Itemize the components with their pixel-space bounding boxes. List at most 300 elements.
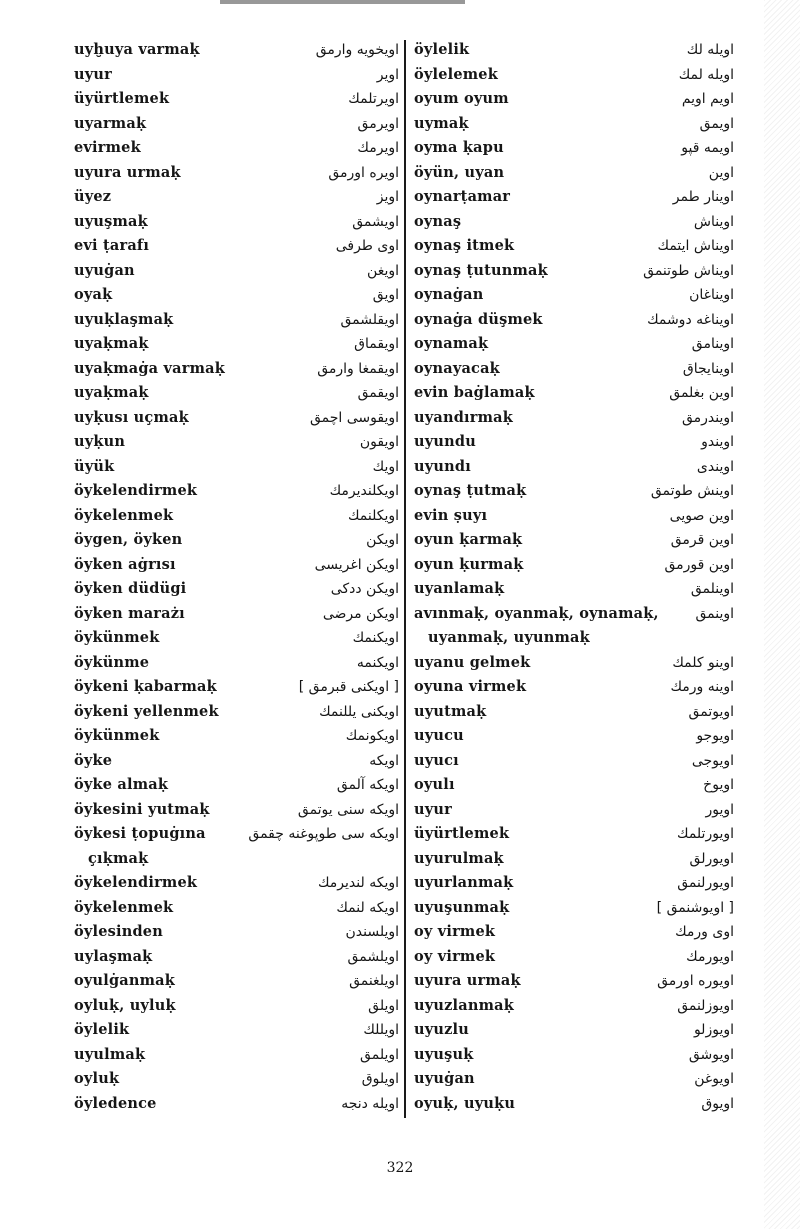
dictionary-entry (74, 871, 399, 896)
entry-ottoman-script: اويورمك (686, 948, 734, 965)
entry-ottoman-script: اويلق (368, 997, 399, 1014)
entry-latin-text: öykünmek (74, 629, 160, 646)
entry-ottoman-script: اويمه قپو (681, 140, 734, 156)
entry-latin (74, 1067, 399, 1092)
entry-latin (414, 161, 734, 186)
entry-ottoman-script: اويكه آلمق (336, 777, 399, 793)
entry-ottoman-script: اويكن مرضى (322, 605, 399, 622)
entry-latin-text: öyken aġrısı (74, 555, 176, 573)
entry-ottoman-script: اويلغنمق (349, 973, 399, 989)
entry-ottoman-script: اويلشمق (347, 948, 399, 965)
entry-ottoman-script: اويره اورمق (328, 164, 399, 181)
dictionary-entry (414, 945, 734, 970)
left-column (74, 38, 399, 1116)
entry-latin-text: üyük (74, 457, 115, 475)
entry-latin-text: öykünme (74, 653, 150, 671)
entry-ottoman-script: اويشمق (352, 213, 399, 230)
entry-latin (414, 112, 734, 137)
dictionary-entry (74, 430, 399, 455)
dictionary-entry (74, 479, 399, 504)
entry-latin (414, 847, 734, 872)
dictionary-entry (74, 675, 399, 700)
entry-latin-text: öylelik (74, 1021, 130, 1038)
entry-latin (414, 210, 734, 235)
entry-ottoman-script: اويوخ (703, 777, 734, 793)
entry-ottoman-script: اويوغن (694, 1071, 734, 1087)
entry-latin-text: uyutmaḳ (414, 702, 487, 720)
entry-latin-continuation: uyanmaḳ, uyunmaḳ (428, 629, 590, 646)
dictionary-entry (414, 871, 734, 896)
dictionary-entry (414, 112, 734, 137)
entry-ottoman-script: اوينار طمر (672, 189, 734, 205)
entry-latin-text: oynaş itmek (414, 237, 515, 254)
entry-latin-text: evin ṣuyı (414, 506, 488, 524)
entry-ottoman-script: اويورلق (689, 850, 734, 867)
entry-ottoman-script: اويكنى يللنمك (319, 703, 399, 720)
entry-ottoman-script: اويوتمق (688, 703, 734, 720)
entry-latin (74, 332, 399, 357)
dictionary-entry (74, 210, 399, 235)
entry-latin (74, 210, 399, 235)
dictionary-entry (74, 749, 399, 774)
entry-ottoman-script: اويز (376, 189, 399, 205)
dictionary-entry (74, 63, 399, 88)
entry-ottoman-script: اويندرمق (681, 409, 734, 426)
dictionary-entry (414, 675, 734, 700)
dictionary-entry (414, 259, 734, 284)
dictionary-entry (74, 332, 399, 357)
dictionary-entry (414, 1043, 734, 1068)
entry-latin (74, 430, 399, 455)
entry-ottoman-script: اويللك (363, 1022, 399, 1038)
entry-ottoman-script: اوين قرمق (670, 532, 734, 548)
entry-ottoman-script: اويقلشمق (340, 311, 399, 328)
entry-ottoman-script: اويقمق (357, 385, 399, 401)
dictionary-entry (414, 553, 734, 578)
entry-latin-text: uyuşunmaḳ (414, 898, 510, 916)
dictionary-entry (74, 136, 399, 161)
page-number: 322 (386, 1160, 414, 1176)
entry-latin-text: uyaḳmaḳ (74, 335, 149, 352)
page-edge-shadow (764, 0, 800, 1229)
entry-latin (414, 724, 734, 749)
dictionary-entry (74, 602, 399, 627)
entry-latin-text: uyanlamaḳ (414, 580, 505, 597)
entry-ottoman-script: اويرتلمك (348, 91, 399, 107)
dictionary-entry (414, 994, 734, 1019)
entry-ottoman-script: [ اويوشنمق ] (656, 899, 734, 916)
dictionary-entry (414, 136, 734, 161)
entry-latin-text: oynayacaḳ (414, 359, 500, 377)
entry-latin-text: üyürtlemek (74, 90, 170, 107)
dictionary-entry (414, 308, 734, 333)
dictionary-entry (414, 798, 734, 823)
dictionary-entry (74, 1018, 399, 1043)
entry-ottoman-script: اوينايجاق (682, 360, 734, 377)
entry-latin (414, 1018, 734, 1043)
entry-latin-text: oyaḳ (74, 286, 113, 303)
dictionary-entry (74, 969, 399, 994)
entry-ottoman-script: اوين صويى (669, 507, 734, 524)
entry-latin-text: öykesi ṭopuġına (74, 825, 206, 842)
dictionary-entry (414, 920, 734, 945)
entry-latin-text: uyuzlanmaḳ (414, 996, 514, 1014)
entry-ottoman-script: اويكنمه (356, 654, 399, 671)
dictionary-entry (414, 210, 734, 235)
entry-latin-text: oyuḳ, uyuḳu (414, 1094, 516, 1112)
entry-latin (74, 651, 399, 676)
dictionary-entry (414, 479, 734, 504)
entry-ottoman-script: اويغن (367, 262, 399, 279)
entry-latin-text: öylelik (414, 41, 470, 58)
dictionary-entry (74, 651, 399, 676)
entry-latin-text: öykelendirmek (74, 482, 198, 499)
dictionary-entry (414, 455, 734, 480)
dictionary-entry (74, 87, 399, 112)
entry-latin-text: öyke almaḳ (74, 776, 169, 793)
entry-latin-text: üyez (74, 188, 112, 205)
entry-latin (74, 626, 399, 651)
entry-latin (74, 455, 399, 480)
entry-latin-continuation: çıḳmaḳ (88, 849, 149, 867)
entry-ottoman-script: اويور (705, 801, 734, 818)
entry-latin-text: oynaġan (414, 286, 484, 303)
entry-latin-text: uyur (74, 65, 112, 83)
dictionary-entry (74, 920, 399, 945)
entry-ottoman-script: اويلوق (361, 1071, 399, 1087)
entry-latin-text: uyura urmaḳ (414, 972, 521, 989)
entry-ottoman-script: اوينش طوتمق (650, 483, 734, 499)
dictionary-entry (74, 1043, 399, 1068)
entry-latin-text: evirmek (74, 139, 141, 156)
entry-ottoman-script: اوين بغلمق (669, 385, 734, 401)
entry-latin-text: uyundı (414, 457, 471, 475)
entry-latin (414, 1067, 734, 1092)
entry-ottoman-script: اوينمق (695, 605, 734, 622)
entry-latin-text: uyarmaḳ (74, 114, 147, 132)
top-rule (220, 0, 465, 4)
dictionary-entry (74, 700, 399, 725)
entry-ottoman-script: اويناش ايتمك (657, 238, 734, 254)
entry-ottoman-script: اوينلمق (690, 581, 734, 597)
entry-latin-text: oynaş (414, 212, 462, 230)
entry-latin-text: öyken marażı (74, 604, 185, 622)
entry-ottoman-script: اويناش طوتنمق (643, 262, 734, 279)
entry-ottoman-script: اوينو كلمك (672, 654, 734, 671)
entry-latin-text: oyma ḳapu (414, 139, 504, 156)
entry-latin-text: öygen, öyken (74, 531, 183, 548)
entry-ottoman-script: اوين (708, 164, 734, 181)
entry-ottoman-script: اويكن (366, 532, 399, 548)
entry-ottoman-script: اويكه سى طوپوغنه چقمق (248, 826, 399, 842)
dictionary-entry (74, 234, 399, 259)
entry-latin-text: üyürtlemek (414, 825, 510, 842)
entry-latin-text: oyluḳ, uyluḳ (74, 996, 176, 1014)
entry-latin-text: öyledence (74, 1094, 157, 1112)
dictionary-entry (414, 430, 734, 455)
entry-latin-text: öykeni ḳabarmaḳ (74, 678, 217, 695)
dictionary-entry (414, 700, 734, 725)
dictionary-entry (74, 822, 399, 871)
dictionary-entry (414, 651, 734, 676)
entry-latin-text: uyuḳlaşmaḳ (74, 310, 174, 328)
entry-ottoman-script: اويله دنجه (341, 1095, 399, 1112)
dictionary-entry (414, 602, 734, 651)
dictionary-entry (414, 283, 734, 308)
entry-ottoman-script: [ اويكنى قبرمق ] (298, 679, 399, 695)
entry-latin-text: oy virmek (414, 923, 496, 940)
entry-latin-text: evin baġlamaḳ (414, 384, 535, 401)
dictionary-entry (414, 161, 734, 186)
entry-latin-text: oynarṭamar (414, 188, 511, 205)
entry-ottoman-script: اويكه سنى يوتمق (297, 801, 399, 818)
entry-ottoman-script: اويكه (369, 752, 399, 769)
entry-latin-text: uyuzlu (414, 1021, 469, 1038)
entry-latin (74, 528, 399, 553)
dictionary-entry (414, 1067, 734, 1092)
dictionary-entry (74, 38, 399, 63)
entry-latin-text: oyulġanmaḳ (74, 972, 176, 989)
dictionary-entry (414, 1018, 734, 1043)
entry-ottoman-script: اويندى (696, 458, 734, 475)
entry-latin (74, 63, 399, 88)
entry-ottoman-script: اويلسندن (345, 924, 399, 940)
dictionary-entry (74, 259, 399, 284)
entry-latin-text: uyuşuḳ (414, 1045, 474, 1063)
dictionary-entry (414, 577, 734, 602)
entry-latin (74, 749, 399, 774)
entry-latin (414, 283, 734, 308)
dictionary-entry (74, 283, 399, 308)
entry-latin-text: evi ṭarafı (74, 237, 150, 254)
entry-latin-text: uyulmaḳ (74, 1045, 146, 1063)
dictionary-entry (74, 1092, 399, 1117)
entry-ottoman-script: اويورلنمق (677, 875, 734, 891)
entry-latin-text: öykeni yellenmek (74, 702, 219, 720)
entry-ottoman-script: اويقوسى اچمق (309, 409, 399, 426)
dictionary-entry (74, 1067, 399, 1092)
entry-latin (74, 283, 399, 308)
entry-ottoman-script: اوى طرفى (335, 238, 399, 254)
dictionary-entry (414, 969, 734, 994)
entry-ottoman-script: اويرمق (357, 115, 399, 132)
entry-latin-text: öykünmek (74, 727, 160, 744)
entry-latin-text: oyulı (414, 776, 455, 793)
dictionary-entry (74, 504, 399, 529)
entry-latin (74, 136, 399, 161)
entry-latin-text: oyuna virmek (414, 678, 527, 695)
entry-latin (414, 430, 734, 455)
entry-ottoman-script: اويلمق (360, 1046, 399, 1063)
dictionary-entry (414, 357, 734, 382)
entry-latin (414, 749, 734, 774)
dictionary-entry (414, 234, 734, 259)
entry-latin (414, 1043, 734, 1068)
entry-latin-text: öylelemek (414, 65, 498, 83)
dictionary-entry (414, 381, 734, 406)
entry-latin-text: uylaşmaḳ (74, 947, 153, 965)
entry-ottoman-script: اوينامق (691, 336, 734, 352)
dictionary-entry (414, 847, 734, 872)
entry-ottoman-script: اويمق (699, 115, 734, 132)
dictionary-entry (414, 38, 734, 63)
entry-latin-text: uyanu gelmek (414, 653, 531, 671)
entry-ottoman-script: اوى ورمك (675, 924, 734, 940)
entry-latin-text: oyum oyum (414, 90, 509, 107)
entry-ottoman-script: اويقون (359, 434, 399, 450)
entry-latin-text: uyucu (414, 727, 464, 744)
entry-ottoman-script: اويوشق (688, 1046, 734, 1063)
entry-latin-text: uyurlanmaḳ (414, 874, 514, 891)
entry-ottoman-script: اويم اويم (681, 91, 734, 107)
entry-latin (74, 185, 399, 210)
entry-ottoman-script: اويكنمك (352, 630, 399, 646)
dictionary-entry (74, 381, 399, 406)
dictionary-entry (414, 1092, 734, 1117)
entry-ottoman-script: اويخويه وارمق (315, 42, 399, 58)
column-divider (404, 40, 406, 1118)
entry-latin-text: uyundu (414, 433, 476, 450)
entry-ottoman-script: اويندو (701, 434, 734, 450)
dictionary-entry (74, 308, 399, 333)
entry-ottoman-script: اويكلنديرمك (329, 483, 399, 499)
entry-latin-text: uyḫuya varmaḳ (74, 41, 200, 58)
dictionary-entry (74, 357, 399, 382)
entry-latin-text: öyün, uyan (414, 163, 505, 181)
entry-ottoman-script: اويقمغا وارمق (317, 360, 399, 377)
dictionary-entry (74, 994, 399, 1019)
entry-latin (414, 455, 734, 480)
entry-latin-text: avınmaḳ, oyanmaḳ, oynamaḳ, (414, 604, 659, 622)
entry-latin-text: oynaş ṭutunmaḳ (414, 261, 548, 279)
entry-ottoman-script: اويوره اورمق (657, 973, 734, 989)
dictionary-entry (74, 528, 399, 553)
entry-ottoman-script: اويله لك (686, 42, 734, 58)
entry-latin (414, 577, 734, 602)
entry-latin-text: uyaḳmaġa varmaḳ (74, 359, 225, 377)
entry-latin (74, 381, 399, 406)
entry-ottoman-script: اوينه ورمك (670, 679, 734, 695)
entry-latin-text: uyur (414, 800, 452, 818)
dictionary-entry (74, 724, 399, 749)
entry-latin (74, 1043, 399, 1068)
entry-latin-text: öykelenmek (74, 506, 174, 524)
dictionary-entry (414, 896, 734, 921)
entry-ottoman-script: اوين قورمق (664, 556, 734, 573)
dictionary-entry (74, 945, 399, 970)
entry-latin-text: oy virmek (414, 947, 496, 965)
dictionary-entry (74, 896, 399, 921)
entry-ottoman-script: اويكه لنمك (336, 899, 399, 916)
dictionary-entry (414, 87, 734, 112)
entry-ottoman-script: اويق (372, 287, 399, 303)
dictionary-entry (74, 455, 399, 480)
entry-latin-text: uyuġan (74, 261, 135, 279)
dictionary-entry (414, 749, 734, 774)
entry-ottoman-script: اويورتلمك (677, 826, 734, 842)
entry-ottoman-script: اويوزلو (693, 1022, 734, 1038)
dictionary-entry (414, 724, 734, 749)
entry-latin-text: uyuşmaḳ (74, 212, 148, 230)
entry-latin-text: öyke (74, 751, 113, 769)
entry-latin-text: uyaḳmaḳ (74, 384, 149, 401)
entry-latin-text: uyura urmaḳ (74, 163, 181, 181)
entry-latin-text: uyḳusı uçmaḳ (74, 408, 189, 426)
entry-ottoman-script: اويناش (693, 213, 734, 230)
entry-latin (414, 602, 734, 651)
entry-latin-text: öyken düdügi (74, 580, 187, 597)
dictionary-entry (414, 63, 734, 88)
dictionary-entry (74, 798, 399, 823)
entry-ottoman-script: اويرمك (357, 140, 399, 156)
right-column (414, 38, 734, 1116)
dictionary-entry (74, 112, 399, 137)
entry-latin-text: uyandırmaḳ (414, 408, 513, 426)
dictionary-entry (414, 528, 734, 553)
dictionary-entry (74, 553, 399, 578)
entry-latin-text: öylesinden (74, 923, 163, 940)
entry-latin-text: uyḳun (74, 433, 126, 450)
dictionary-entry (74, 161, 399, 186)
entry-ottoman-script: اويقماق (354, 336, 399, 352)
dictionary-entry (414, 504, 734, 529)
dictionary-entry (414, 822, 734, 847)
entry-latin (74, 1018, 399, 1043)
entry-latin-text: oynaġa düşmek (414, 310, 543, 328)
entry-latin (414, 798, 734, 823)
entry-ottoman-script: اويوق (701, 1095, 734, 1112)
entry-latin (414, 773, 734, 798)
entry-ottoman-script: اويله لمك (678, 66, 734, 83)
entry-latin-text: öykesini yutmaḳ (74, 800, 210, 818)
entry-ottoman-script: اويكن اغريسى (314, 556, 399, 573)
entry-latin (414, 332, 734, 357)
dictionary-entry (414, 332, 734, 357)
entry-latin (414, 1092, 734, 1117)
entry-ottoman-script: اويكه لنديرمك (318, 875, 399, 891)
entry-ottoman-script: اويوزلنمق (677, 997, 734, 1014)
entry-latin-text: öykelenmek (74, 898, 174, 916)
entry-ottoman-script: اويناغان (689, 287, 734, 303)
dictionary-entry (74, 185, 399, 210)
dictionary-entry (74, 406, 399, 431)
entry-ottoman-script: اويكلنمك (347, 507, 399, 524)
entry-ottoman-script: اويك (372, 458, 399, 475)
entry-ottoman-script: اويكونمك (345, 728, 399, 744)
entry-latin (74, 112, 399, 137)
entry-latin-text: oyun ḳurmaḳ (414, 555, 524, 573)
entry-ottoman-script: اوير (376, 66, 399, 83)
entry-latin (414, 700, 734, 725)
entry-latin-text: oynamaḳ (414, 335, 489, 352)
entry-latin-text: öykelendirmek (74, 874, 198, 891)
dictionary-entry (74, 626, 399, 651)
dictionary-entry (74, 577, 399, 602)
dictionary-entry (414, 773, 734, 798)
entry-ottoman-script: اويناغه دوشمك (647, 311, 734, 328)
entry-latin (74, 994, 399, 1019)
entry-latin-text: oyun ḳarmaḳ (414, 531, 523, 548)
entry-latin-text: oyluḳ (74, 1070, 120, 1087)
dictionary-entry (414, 185, 734, 210)
entry-latin-text: uyuġan (414, 1070, 475, 1087)
entry-latin-text: uyurulmaḳ (414, 849, 504, 867)
entry-ottoman-script: اويكن ددكى (330, 581, 399, 597)
entry-latin-text: uyucı (414, 751, 459, 769)
entry-latin (74, 259, 399, 284)
dictionary-entry (414, 406, 734, 431)
entry-latin-text: oynaş ṭutmaḳ (414, 482, 527, 499)
